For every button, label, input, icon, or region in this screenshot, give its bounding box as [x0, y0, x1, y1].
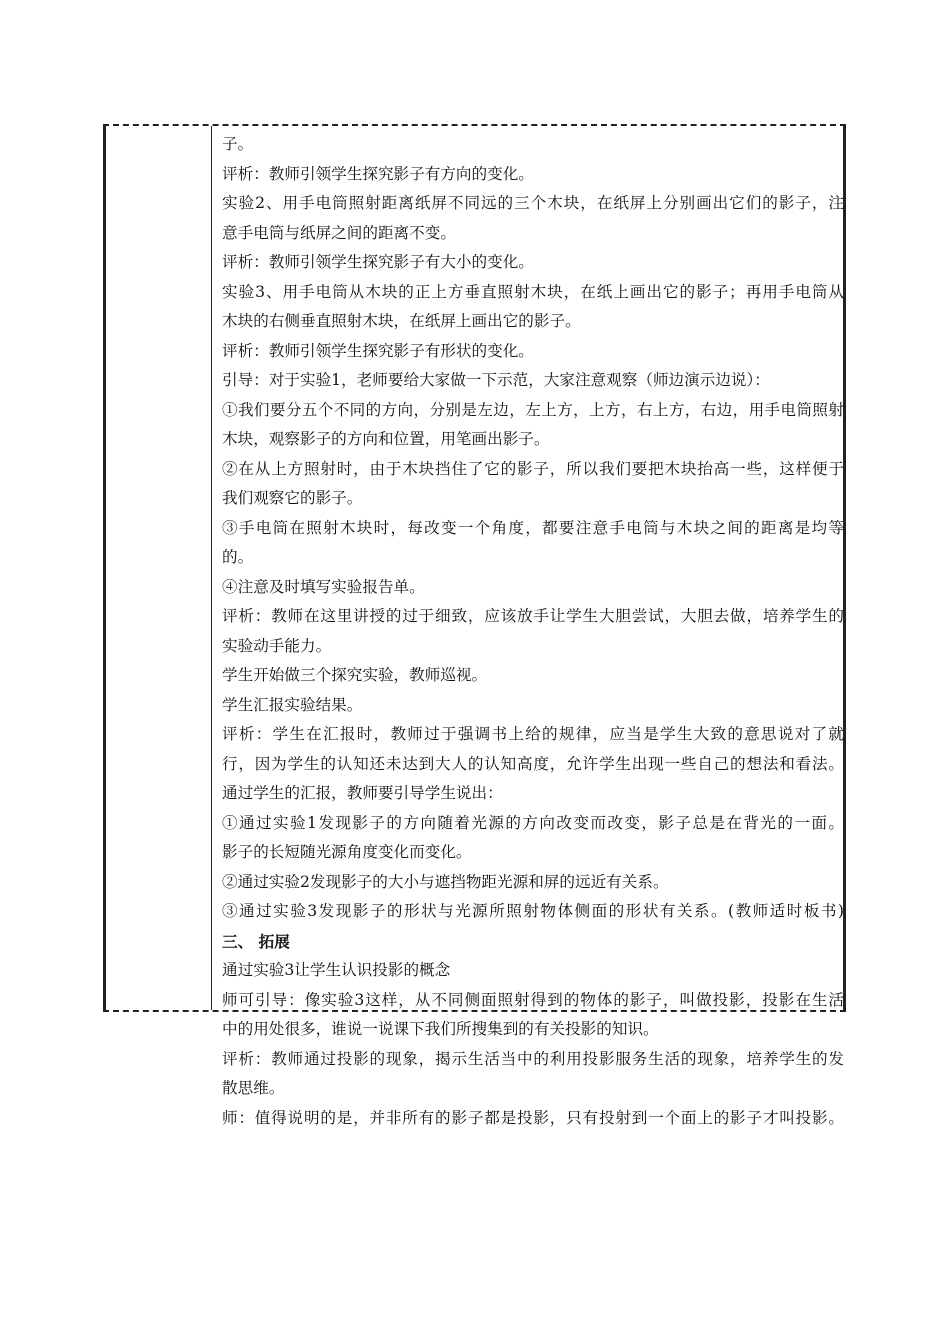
column-divider [211, 126, 212, 1010]
text-line: 师可引导：像实验3这样，从不同侧面照射得到的物体的影子，叫做投影，投影在生活 [222, 990, 844, 1009]
section-heading: 三、 拓展 [222, 931, 290, 951]
text-line: ③手电筒在照射木块时，每改变一个角度，都要注意手电筒与木块之间的距离是均等 [222, 518, 844, 537]
text-line: 评析：学生在汇报时，教师过于强调书上给的规律，应当是学生大致的意思说对了就 [222, 725, 844, 743]
lesson-content-cell [222, 130, 844, 1133]
text-line: 学生汇报实验结果。 [222, 695, 363, 714]
text-line: ③通过实验3发现影子的形状与光源所照射物体侧面的形状有关系。(教师适时板书) [222, 902, 844, 920]
text-line: ①通过实验1发现影子的方向随着光源的方向改变而改变，影子总是在背光的一面。 [222, 813, 844, 832]
lesson-table [103, 124, 846, 1127]
text-line: 影子的长短随光源角度变化而变化。 [222, 843, 472, 861]
text-line: 意手电筒与纸屏之间的距离不变。 [222, 223, 456, 242]
text-line: 评析：教师引领学生探究影子有形状的变化。 [222, 341, 534, 360]
text-line: 实验3、用手电筒从木块的正上方垂直照射木块，在纸上画出它的影子；再用手电筒从 [222, 282, 844, 301]
text-line: 评析：教师引领学生探究影子有大小的变化。 [222, 253, 534, 271]
text-line: 木块的右侧垂直照射木块，在纸屏上画出它的影子。 [222, 312, 581, 330]
text-line: 我们观察它的影子。 [222, 489, 363, 507]
text-line: 评析：教师引领学生探究影子有方向的变化。 [222, 164, 534, 183]
text-line: 通过学生的汇报，教师要引导学生说出： [222, 784, 503, 802]
text-line: 实验2、用手电筒照射距离纸屏不同远的三个木块，在纸屏上分别画出它们的影子，注 [222, 194, 844, 212]
text-line: ②在从上方照射时，由于木块挡住了它的影子，所以我们要把木块抬高一些，这样便于 [222, 459, 844, 478]
text-line: 实验动手能力。 [222, 636, 332, 655]
text-line: 引导：对于实验1，老师要给大家做一下示范，大家注意观察（师边演示边说）： [222, 371, 770, 389]
text-line: 评析：教师在这里讲授的过于细致，应该放手让学生大胆尝试，大胆去做，培养学生的 [222, 607, 844, 625]
text-line: 木块，观察影子的方向和位置，用笔画出影子。 [222, 430, 550, 448]
text-line: 师：值得说明的是，并非所有的影子都是投影，只有投射到一个面上的影子才叫投影。 [222, 1108, 844, 1127]
text-line: 散思维。 [222, 1079, 285, 1097]
text-line: 行，因为学生的认知还未达到大人的认知高度，允许学生出现一些自己的想法和看法。 [222, 754, 844, 773]
text-line: ①我们要分五个不同的方向，分别是左边，左上方，上方，右上方，右边，用手电筒照射 [222, 400, 844, 419]
text-line: ②通过实验2发现影子的大小与遮挡物距光源和屏的远近有关系。 [222, 872, 669, 891]
text-line: 子。 [222, 135, 254, 153]
text-line: ④注意及时填写实验报告单。 [222, 577, 425, 596]
text-line: 学生开始做三个探究实验，教师巡视。 [222, 666, 488, 684]
text-line: 中的用处很多，谁说一说课下我们所搜集到的有关投影的知识。 [222, 1020, 659, 1038]
text-line: 通过实验3让学生认识投影的概念 [222, 961, 451, 979]
text-line: 的。 [222, 548, 254, 566]
text-line: 评析：教师通过投影的现象，揭示生活当中的利用投影服务生活的现象，培养学生的发 [222, 1049, 844, 1068]
